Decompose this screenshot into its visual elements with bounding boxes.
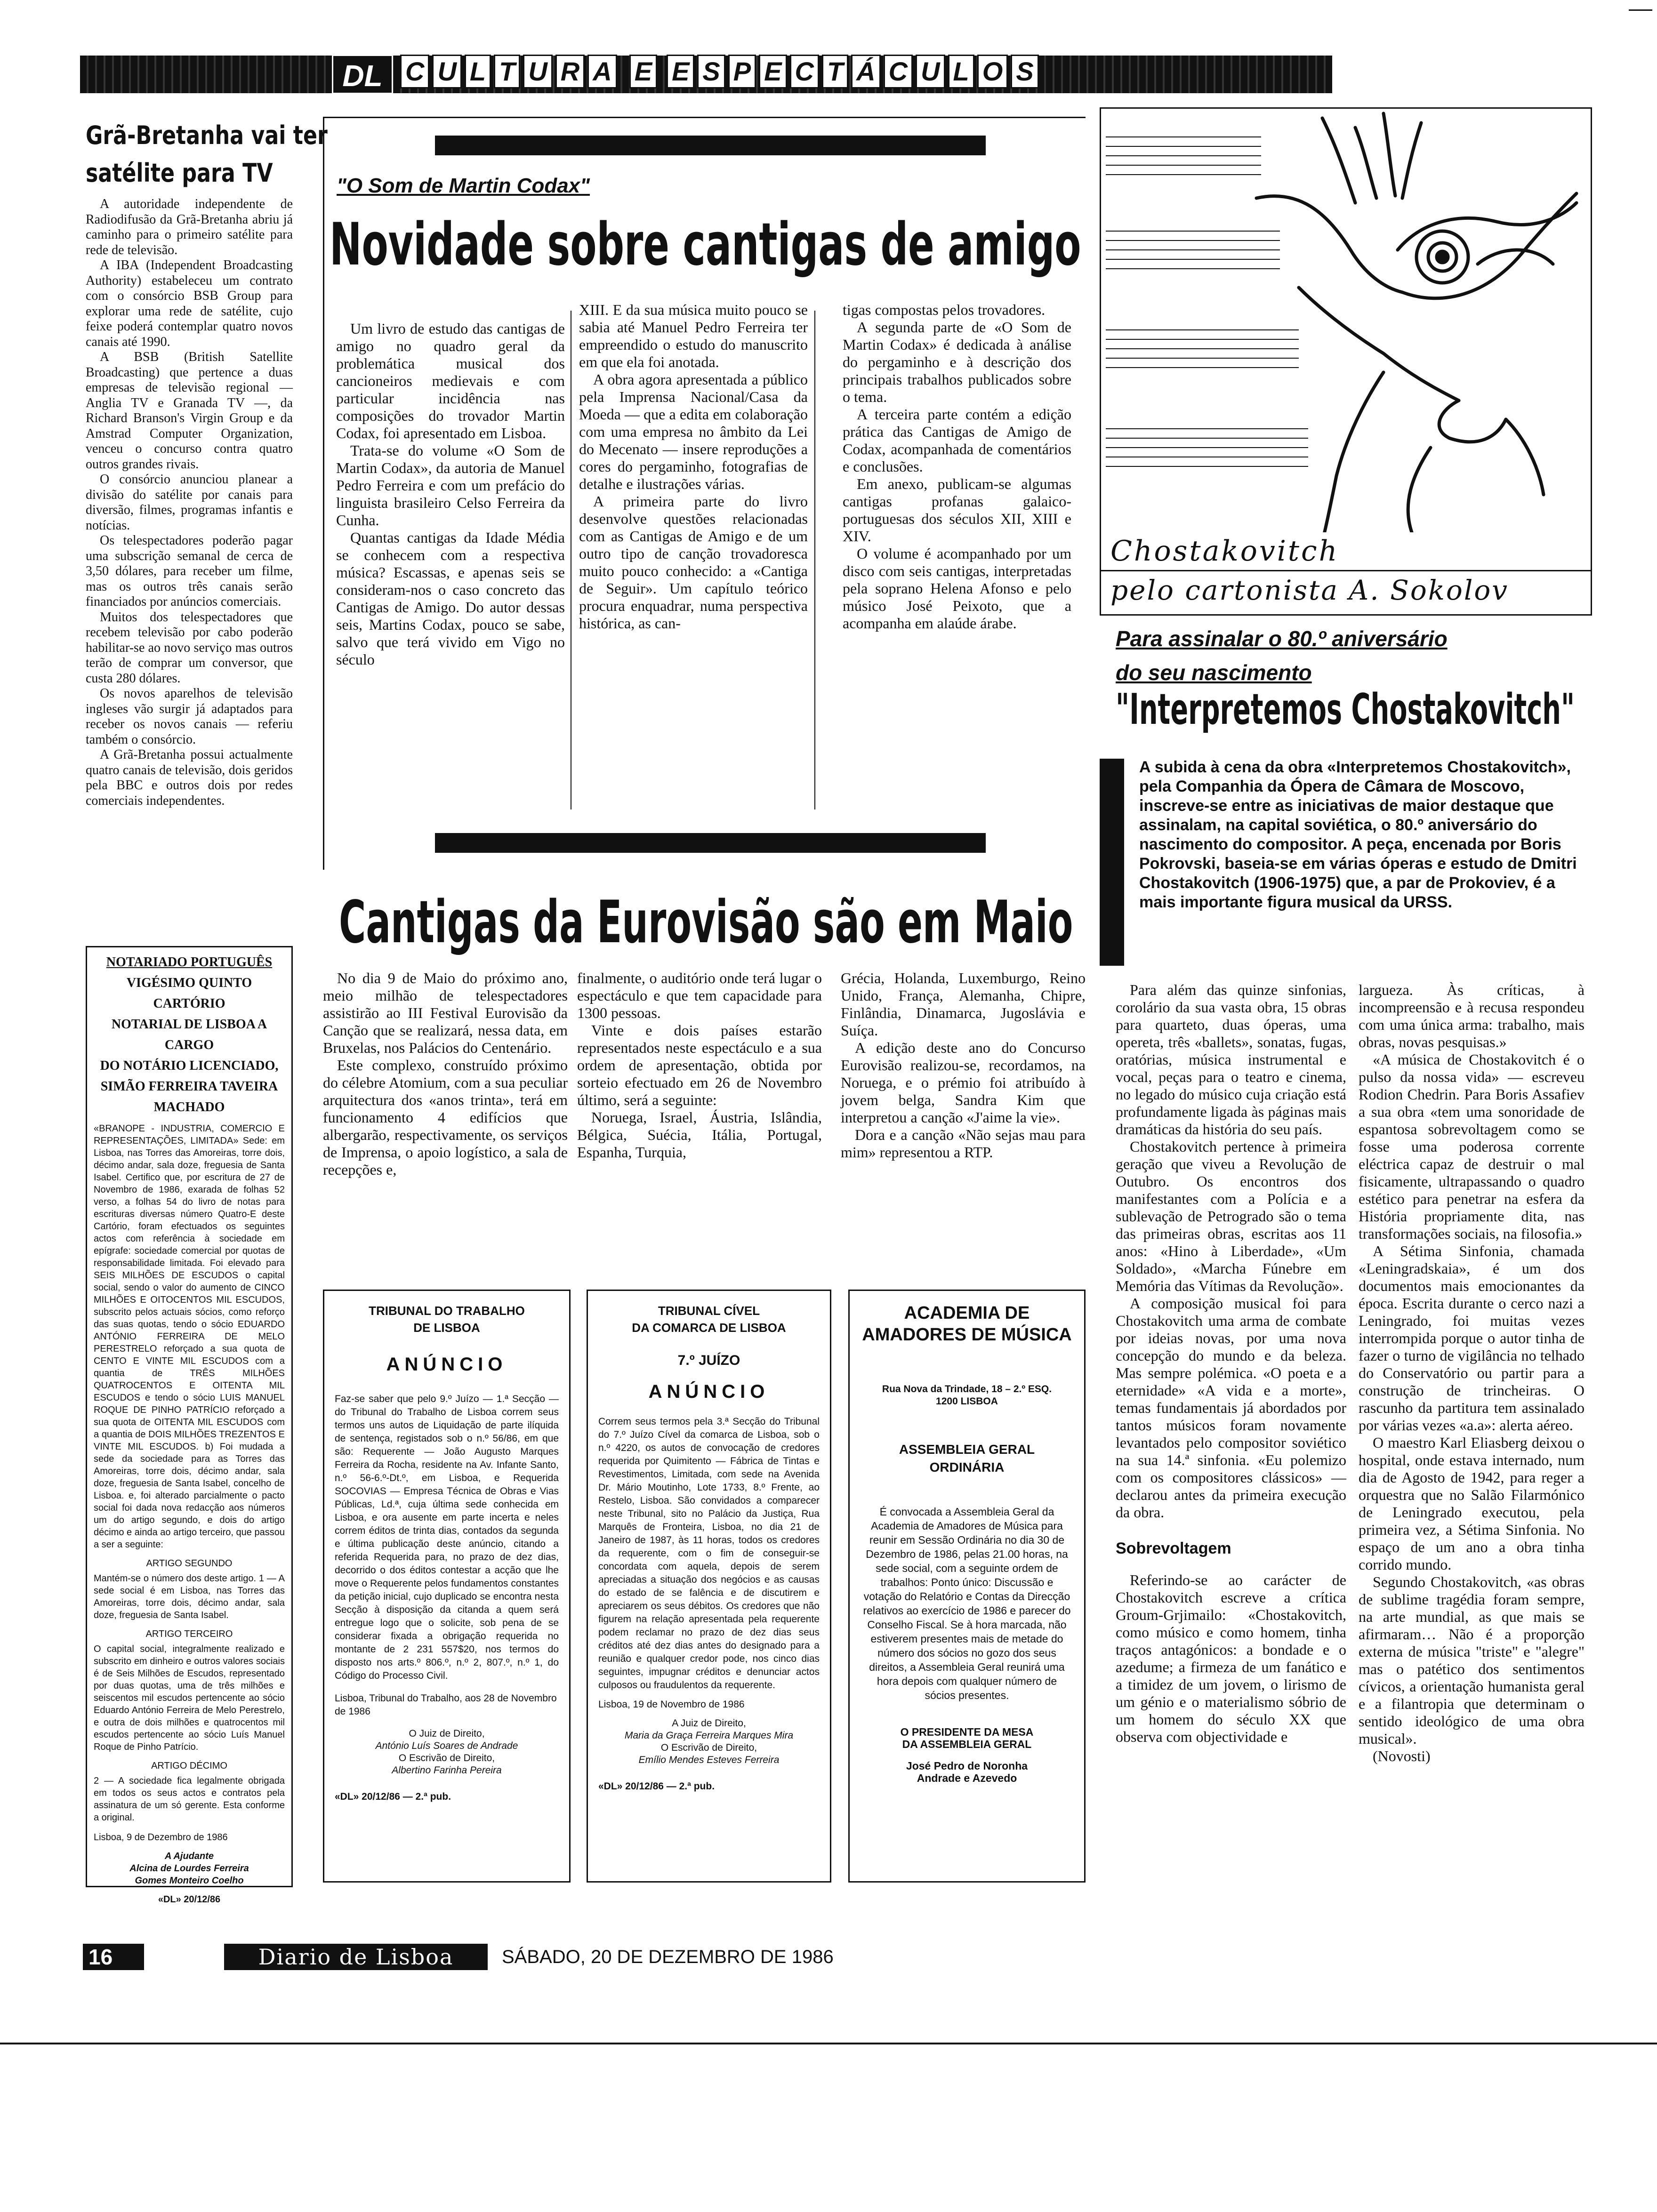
eurovision-paragraph: Vinte e dois países estarão representados neste espectáculo e a sua ordem de apresentação, obtida por sorteio efectuado em 26 de Novembro último, será a seguinte: <box>577 1022 822 1108</box>
codax-paragraph: A primeira parte do livro desenvolve questões relacionadas com as Cantigas de Amigo e de um outro tipo de canção trovadoresca muito pouco conhecido: a «Cantiga de Seguir». Um capítulo teórico procura enquadrar, numa perspectiva histórica, as can- <box>579 493 808 632</box>
section-title-letter: E <box>759 55 787 88</box>
codax-paragraph: A obra agora apresentada a público pela Imprensa Nacional/Casa da Moeda — que a edita em colaboração com uma empresa no âmbito da Lei do Mecenato — insere reproduções a cores do pergaminho, fotografias de detalhe e ilustrações várias. <box>579 371 808 492</box>
codax-bottom-bar <box>435 833 986 853</box>
notary-place-date: Lisboa, 9 de Dezembro de 1986 <box>94 1832 228 1843</box>
ad-ac-sign-1: O PRESIDENTE DA MESA <box>900 1726 1034 1738</box>
left-headline-2: satélite para TV <box>86 158 273 188</box>
footer-date: SÁBADO, 20 DE DEZEMBRO DE 1986 <box>502 1947 834 1967</box>
codax-col-rule-2 <box>814 311 815 809</box>
ad-tt-title-2: DE LISBOA <box>413 1321 480 1335</box>
ad-tt-sign-2: António Luís Soares de Andrade <box>375 1740 518 1751</box>
ad-tc-sign-3: O Escrivão de Direito, <box>660 1742 757 1753</box>
ad-tt-sign-1: O Juiz de Direito, <box>409 1728 485 1739</box>
eurovision-paragraph: Este complexo, construído próximo do célebre Atomium, com a sua peculiar arquitectura dos «anos trinta», terá em funcionamento 4 edifícios que albergarão, respectivamente, os serviços de Imprensa, o apoio logístico, a sala de recepções e, <box>323 1057 568 1178</box>
ad-tt-sign-3: O Escrivão de Direito, <box>398 1753 495 1763</box>
left-article-paragraph: A IBA (Independent Broadcasting Authority) estabeleceu um contrato com o consórcio BSB Group para explorar uma rede de satélite, cujo feixe poderá contemplar quatro novos canais até 1990. <box>86 258 293 349</box>
shos-paragraph: Segundo Chostakovitch, «as obras de sublime tragédia foram sempre, na arte mundial, as que mais se afirmaram… Não é a proporção externa de música "triste" e "alegre" mas o patético dos sentimentos cívicos, a orientação humanista geral e a filantropia que determinam o sentido ideológico de uma obra musical». <box>1359 1573 1585 1747</box>
cartoon-caption-box <box>1101 532 1591 614</box>
cartoon-caption-1: Chostakovitch <box>1110 535 1339 568</box>
ad-tc-sign-2: Maria da Graça Ferreira Marques Mira <box>624 1730 794 1741</box>
ad-ac-heading-2: ORDINÁRIA <box>929 1460 1005 1475</box>
section-title-letter: C <box>790 55 819 88</box>
eurovision-col-2 <box>577 970 822 1161</box>
cartoon-frame <box>1100 107 1592 616</box>
masthead <box>80 53 1332 96</box>
ad-ac-body: É convocada a Assembleia Geral da Academia de Amadores de Música para reunir em Sessão Ordinária no dia 30 de Dezembro de 1986, pelas 21.00 horas, na sede social, com a seguinte ordem de trabalhos: Ponto único: Discussão e votação do Relatório e Contas da Direcção relativos ao exercício de 1986 e parecer do Conselho Fiscal. Se à hora marcada, não estiverem presentes mais de metade do número dos sócios no gozo dos seus direitos, a Assembleia Geral reunirá uma hora depois com qualquer número de sócios presentes. <box>863 1506 1071 1701</box>
eurovision-paragraph: A edição deste ano do Concurso Eurovisão realizou-se, recordamos, na Noruega, e o prémio foi atribuído à jovem belga, Sandra Kim que interpretou a canção «J'aime la vie». <box>841 1039 1086 1126</box>
section-title-letter: L <box>948 55 974 88</box>
shostakovich-caricature <box>1101 109 1591 546</box>
codax-paragraph: Trata-se do volume «O Som de Martin Codax», da autoria de Manuel Pedro Ferreira e com um prefácio do linguista brasileiro Celso Ferreira da Cunha. <box>336 442 565 529</box>
footer <box>83 1944 1142 1972</box>
eurovision-paragraph: Noruega, Israel, Áustria, Islândia, Bélgica, Suécia, Itália, Portugal, Espanha, Turquia, <box>577 1109 822 1161</box>
notary-body-3: O capital social, integralmente realizado e subscrito em dinheiro e outros valores sociais é de Seis Milhões de Escudos, representado por duas quotas, uma de três milhões e seiscentos mil escudos pertencente ao sócio Eduardo António Ferreira de Melo Perestrelo, e outra de dois milhões e quatrocentos mil escudos pertencente ao sócio Luís Manuel Roque de Pinho Patrício. <box>94 1644 285 1752</box>
ad-tc-sign-4: Emílio Mendes Esteves Ferreira <box>638 1755 780 1765</box>
footer-page-number: 16 <box>83 1944 144 1970</box>
left-article-paragraph: Os novos aparelhos de televisão ingleses vão surgir já adaptados para receber os novos canais — referiu também o consórcio. <box>86 686 293 747</box>
shos-kicker-2: do seu nascimento <box>1116 660 1312 685</box>
ad-ac-heading-1: ASSEMBLEIA GERAL <box>899 1442 1035 1457</box>
section-title-letter: C <box>400 55 429 88</box>
masthead-logo: DL <box>332 55 393 94</box>
shos-col-2 <box>1359 981 1585 1765</box>
notary-header-line: SIMÃO FERREIRA TAVEIRA <box>100 1079 278 1094</box>
section-title-letter: U <box>916 55 945 88</box>
section-title-conj: E <box>629 55 657 88</box>
section-title-letter: S <box>697 55 725 88</box>
codax-col-1 <box>336 320 565 668</box>
eurovision-paragraph: Grécia, Holanda, Luxemburgo, Reino Unido, França, Alemanha, Chipre, Finlândia, Dinamarca, Jugoslávia e Suíça. <box>841 970 1086 1039</box>
left-article-paragraph: O consórcio anunciou planear a divisão do satélite por canais para diversão, filmes, programas infantis e notícias. <box>86 472 293 533</box>
section-title-letter: U <box>523 55 552 88</box>
shos-paragraph: Chostakovitch pertence à primeira geração que viveu a Revolução de Outubro. Os encontros dos manifestantes com a Polícia e a sublevação de Petrogrado são o tema das primeiras obras, escritas aos 11 anos: «Hino à Liberdade», «Um Soldado», «Marcha Fúnebre em Memória das Vítimas da Revolução». <box>1116 1138 1346 1294</box>
shos-headline: "Interpretemos Chostakovitch" <box>1116 685 1575 734</box>
section-title-letter: S <box>1011 55 1038 88</box>
notary-header-line: VIGÉSIMO QUINTO CARTÓRIO <box>126 976 252 1011</box>
section-title-letter: E <box>667 55 694 88</box>
notary-header-line: DO NOTÁRIO LICENCIADO, <box>100 1058 279 1073</box>
section-title-word-2 <box>667 56 1042 86</box>
codax-paragraph: XIII. E da sua música muito pouco se sabia até Manuel Pedro Ferreira ter empreendido o estudo do manuscrito em que ela foi anotada. <box>579 301 808 370</box>
section-title-letter: P <box>728 55 756 88</box>
ad-academia <box>848 1290 1086 1883</box>
ad-tc-body: Correm seus termos pela 3.ª Secção do Tribunal do 7.º Juízo Cível da comarca de Lisboa, sob o n.º 4220, os autos de convocação de credores requerida por Quimitento — Fábrica de Tintas e Revestimentos, Limitada, com sede na Avenida Dr. Mário Moutinho, Lote 1733, 8.º Frente, ao Restelo, Lisboa. São convidados a comparecer neste Tribunal, sito no Palácio da Justiça, Rua Marquês de Fronteira, Lisboa, no dia 21 de Janeiro de 1987, às 11 horas, todos os credores da requerente, com o fim de conseguir-se concordata com aquela, depois de serem apreciadas a situação dos negócios e as causas do estado de se falência e de discutirem e apreciarem os seus débitos. Os credores que não figurem na relação apresentada pela requerente podem reclamar no prazo de dez dias seus créditos até dez dias antes do designado para a reunião e qualquer credor pode, nos cinco dias seguintes, impugnar créditos e denunciar actos culposos ou fraudulentos da requerente. <box>598 1416 820 1691</box>
cartoon-caption-2: pelo cartonista A. Sokolov <box>1101 570 1591 609</box>
ad-tc-sign-1: A Juiz de Direito, <box>672 1718 746 1729</box>
left-article-paragraph: A BSB (British Satellite Broadcasting) que pertence a duas empresas de televisão regional — Anglia TV e Granada TV —, da Richard Branson's Virgin Group e da Amstrad Computer Organization, venceu o concurso contra quatro outros grandes rivais. <box>86 350 293 472</box>
ad-tribunal-trabalho <box>323 1290 571 1883</box>
ad-tribunal-civel <box>587 1290 831 1883</box>
shos-paragraph: O maestro Karl Eliasberg deixou o hospital, onde estava internado, num dia de Agosto de 1942, para reger a orquestra que no Salão Filarmónico de Leningrado executou, pela primeira vez, a Sétima Sinfonia. No espaço de um ano a obra tinha corrido mundo. <box>1359 1434 1585 1573</box>
top-right-rule <box>1629 9 1652 28</box>
notary-sign-1: A Ajudante <box>164 1851 214 1861</box>
ad-ac-sign-3: José Pedro de Noronha <box>906 1760 1028 1772</box>
codax-paragraph: Um livro de estudo das cantigas de amigo no quadro geral da problemática musical dos cancioneiros medievais e com particular incidência nas composições do trovador Martin Codax, foi apresentado em Lisboa. <box>336 320 565 441</box>
section-title-letter: R <box>555 55 585 88</box>
section-title-letter: T <box>822 55 848 88</box>
shos-kicker-1: Para assinalar o 80.º aniversário <box>1116 626 1448 651</box>
notary-header-line: NOTARIADO PORTUGUÊS <box>106 955 273 970</box>
ad-ac-sign-2: DA ASSEMBLEIA GERAL <box>902 1738 1032 1750</box>
notary-heading-2: ARTIGO SEGUNDO <box>146 1558 233 1569</box>
eurovision-paragraph: finalmente, o auditório onde terá lugar o espectáculo e que tem capacidade para 1300 pessoas. <box>577 970 822 1021</box>
ad-tt-body: Faz-se saber que pelo 9.º Juízo — 1.ª Secção — do Tribunal do Trabalho de Lisboa correm seus termos uns autos de Liquidação de parte ilíquida de sentença, registados sob o n.º 56/86, em que são: Requerente — João Augusto Marques Ferreira da Rocha, residente na Av. Infante Santo, n.º 56-6.º-Dt.º, em Lisboa, e Requerida SOCOVIAS — Empresa Técnica de Obras e Vias Públicas, Ld.ª, cuja última sede conhecida em Lisboa, e ora ausente em parte incerta e neles correm éditos de trinta dias, contados da segunda e última publicação deste anúncio, citando a referida Requerida para, no prazo de dez dias, decorrido o dos éditos contestar a acção que lhe move o Requerente pelos fundamentos constantes da petição inicial, cujo duplicado se encontra nesta Secção à disposição da citanda a quem será entregue logo que o solicite, sob pena de se considerar fixada a obrigação requerida no montante de 2 231 557$20, nos termos do disposto nos arts.º 806.º, n.º 2, 807.º, n.º 1, do Código do Processo Civil. <box>335 1394 559 1681</box>
ad-tt-title-1: TRIBUNAL DO TRABALHO <box>369 1304 525 1318</box>
shos-lead: A subida à cena da obra «Interpretemos Chostakovitch», pela Companhia da Ópera de Câmara de Moscovo, inscreve-se entre as iniciativas de maior destaque que assinalam, na capital soviética, o 80.º aniversário do nascimento do compositor. A peça, encenada por Boris Pokrovski, baseia-se em várias óperas e estudo de Dmitri Chostakovitch (1906-1975) que, a par de Prokoviev, é a mais importante figura musical da URSS. <box>1139 758 1577 911</box>
codax-paragraph: Em anexo, publicam-se algumas cantigas profanas galaico-portuguesas dos séculos XII, XIII e XIV. <box>843 475 1071 545</box>
shos-paragraph: A Sétima Sinfonia, chamada «Leningradskaia», é um dos documentos mais emocionantes da época. Escrita durante o cerco nazi a Leningrado, foi muitas vezes interrompida porque o autor tinha de fazer o turno de vigilância no telhado do Conservatório ou partir para a construção de trincheiras. O rascunho da partitura tem assinalado por várias vezes «a.a»: alerta aéreo. <box>1359 1242 1585 1434</box>
footer-paper-name: Diario de Lisboa <box>224 1944 488 1970</box>
ad-tc-place-date: Lisboa, 19 de Novembro de 1986 <box>598 1699 745 1710</box>
notary-header-line: MACHADO <box>153 1100 225 1114</box>
notary-box <box>86 946 293 1905</box>
shos-subhead: Sobrevoltagem <box>1116 1539 1231 1557</box>
eurovision-headline: Cantigas da Eurovisão são em Maio <box>339 889 1073 956</box>
section-title-letter: U <box>432 55 461 88</box>
ad-ac-title-2: AMADORES DE MÚSICA <box>862 1325 1072 1345</box>
shos-paragraph: «A música de Chostakovitch é o pulso da nossa vida» — escreveu Rodion Chedrin. Para Boris Assafiev a sua obra «tem uma sonoridade de espantosa sobrevoltagem como se fosse uma poderosa corrente eléctrica capaz de destruir o mal fisicamente, ultrapassando o quadro estético para penetrar na esfera da História propriamente dita, nas transformações sociais, na filosofia.» <box>1359 1051 1585 1242</box>
ad-tc-anuncio: ANÚNCIO <box>648 1381 770 1402</box>
ad-tt-anuncio: ANÚNCIO <box>386 1354 507 1375</box>
footer-rule <box>0 2043 1657 2044</box>
ad-tt-place-date: Lisboa, Tribunal do Trabalho, aos 28 de Novembro de 1986 <box>335 1693 557 1717</box>
section-title <box>400 55 1042 88</box>
eurovision-col-1 <box>323 970 568 1178</box>
notary-header-line: NOTARIAL DE LISBOA A CARGO <box>111 1017 267 1052</box>
left-article <box>86 117 328 809</box>
ad-tc-title-1: TRIBUNAL CÍVEL <box>658 1304 760 1318</box>
codax-kicker: "O Som de Martin Codax" <box>337 174 590 197</box>
notary-ref: «DL» 20/12/86 <box>158 1894 221 1905</box>
shos-paragraph: largueza. Às críticas, à incompreensão e à recusa respondeu com uma única arma: trabalho, mais obras, novas pesquisas.» <box>1359 981 1585 1050</box>
notary-body-1: «BRANOPE - INDUSTRIA, COMERCIO E REPRESENTAÇÕES, LIMITADA» Sede: em Lisboa, nas Torres das Amoreiras, torre dois, décimo andar, sala doze, freguesia de Santa Isabel. Certifico que, por escritura de 27 de Novembro de 1986, exarada de folhas 52 verso, a folhas 54 do livro de notas para escrituras diversas número Quatro-E deste Cartório, foram efectuados os seguintes actos com referência à sociedade em epígrafe: sociedade comercial por quotas de responsabilidade limitada. Foi elevado para SEIS MILHÕES DE ESCUDOS o capital social, sendo o valor do aumento de CINCO MILHÕES E OITOCENTOS MIL ESCUDOS, subscrito pelos actuais sócios, como reforço das suas quotas, tendo o sócio EDUARDO ANTÓNIO FERREIRA DE MELO PERESTRELO reforçado a sua quota de CENTO E VINTE MIL ESCUDOS com a quantia de TRÊS MILHÕES QUATROCENTOS E OITENTA MIL ESCUDOS e tendo o sócio LUIS MANUEL ROQUE DE PINHO PATRÍCIO reforçado a sua quota de OITENTA MIL ESCUDOS com a quantia de DOIS MILHÕES TREZENTOS E VINTE MIL ESCUDOS. b) Foi mudada a sede da sociedade para as Torres das Amoreiras, torre dois, décimo andar, sala doze, freguesia de Santa Isabel, concelho de Lisboa. e, foi alterado parcialmente o pacto social foi dada nova redacção aos números um do artigo segundo, e dois do artigo décimo e ainda ao artigo terceiro, que passou a ser a seguinte: <box>94 1123 285 1550</box>
shos-paragraph: Referindo-se ao carácter de Chostakovitch escreve a crítica Groum-Grjimailo: «Chostakovitch, como músico e como homem, tinha traços antagónicos: a bondade e o azedume; a firmeza de um fanático e a timidez de um jovem, o lirismo de um génio e o materialismo sóbrio de um homem do século XX que observa com objectividade e <box>1116 1571 1346 1745</box>
section-title-word-1 <box>400 56 620 86</box>
codax-headline: Novidade sobre cantigas de amigo <box>330 211 1081 279</box>
notary-sign-2: Alcina de Lourdes Ferreira <box>129 1863 249 1874</box>
ad-tc-ref: «DL» 20/12/86 — 2.ª pub. <box>598 1781 715 1792</box>
section-title-letter: Á <box>851 55 880 88</box>
ad-tc-title-2: DA COMARCA DE LISBOA <box>632 1321 786 1335</box>
ad-ac-address-1: Rua Nova da Trindade, 18 – 2.º ESQ. <box>882 1384 1052 1395</box>
notary-heading-3: ARTIGO TERCEIRO <box>145 1629 233 1639</box>
left-headline-1: Grã-Bretanha vai ter <box>86 120 328 150</box>
section-title-letter: L <box>465 55 491 88</box>
shos-paragraph: (Novosti) <box>1373 1747 1431 1764</box>
codax-top-bar <box>435 136 986 155</box>
section-title-letter: A <box>587 55 617 88</box>
shos-paragraph: A composição musical foi para Chostakovitch uma arma de combate por ideias novas, por uma nova concepção do mundo e da beleza. Mas sempre polémica. «O poeta e a eternidade» «A vida e a morte», temas fundamentais já abordados por tantos músicos foram novamente levantados pelo compositor soviético na sua 14.ª sinfonia. «Eu polemizo com os compositores clássicos» — declarou antes da primeira execução da obra. <box>1116 1295 1346 1521</box>
shos-col-1 <box>1116 981 1346 1746</box>
ad-tt-sign-4: Albertino Farinha Pereira <box>392 1765 502 1776</box>
notary-body-4: 2 — A sociedade fica legalmente obrigada em todos os seus actos e contratos pela assinatura de um só gerente. Esta conforme a original. <box>94 1776 285 1823</box>
notary-header <box>94 952 285 1118</box>
codax-paragraph: O volume é acompanhado por um disco com seis cantigas, interpretadas pela soprano Helena Afonso e pelo músico José Peixoto, que a acompanha em alaúde árabe. <box>843 545 1071 632</box>
notary-sign-3: Gomes Monteiro Coelho <box>135 1875 244 1886</box>
ad-ac-title-1: ACADEMIA DE <box>904 1303 1030 1323</box>
ad-ac-address-2: 1200 LISBOA <box>936 1396 998 1407</box>
notary-heading-4: ARTIGO DÉCIMO <box>151 1761 227 1771</box>
codax-col-3 <box>843 301 1071 632</box>
left-article-paragraph: Muitos dos telespectadores que recebem televisão por cabo poderão habilitar-se ao novo serviço mas outros terão de comprar um conversor, que custa 280 dólares. <box>86 609 293 686</box>
section-title-letter: T <box>494 55 520 88</box>
eurovision-paragraph: No dia 9 de Maio do próximo ano, meio milhão de telespectadores assistirão ao III Festival Eurovisão da Canção que se realizará, nessa data, em Bruxelas, nos Palácios do Centenário. <box>323 970 568 1056</box>
left-article-paragraph: Os telespectadores poderão pagar uma subscrição semanal de cerca de 3,50 dólares, para receber um filme, mas os outros três canais serão financiados por anúncios comerciais. <box>86 533 293 609</box>
left-article-paragraph: A autoridade independente de Radiodifusão da Grã-Bretanha abriu já caminho para o primeiro satélite para rede de televisão. <box>86 197 293 257</box>
ad-ac-sign-4: Andrade e Azevedo <box>917 1772 1017 1784</box>
eurovision-col-3 <box>841 970 1086 1161</box>
section-title-letter: C <box>884 55 913 88</box>
codax-paragraph: tigas compostas pelos trovadores. <box>843 301 1046 318</box>
left-article-body <box>86 197 293 809</box>
shos-lead-bar <box>1100 759 1124 966</box>
section-title-letter: O <box>977 55 1008 88</box>
codax-col-2 <box>579 301 808 632</box>
notary-body-2: Mantém-se o número dos deste artigo. 1 — A sede social é em Lisboa, nas Torres das Amoreiras, torre dois, décimo andar, sala doze, freguesia de Santa Isabel. <box>94 1573 285 1620</box>
codax-paragraph: A terceira parte contém a edição prática das Cantigas de Amigo de Codax, acompanhada de comentários e conclusões. <box>843 406 1071 475</box>
shos-paragraph: Para além das quinze sinfonias, corolário da sua vasta obra, 15 obras para quarteto, duas óperas, uma opereta, três «ballets», sonatas, fugas, oratórias, música instrumental e vocal, peças para o teatro e cinema, no legado do músico cuja criação está profundamente ligada às páginas mais dramáticas da história do seu país. <box>1116 981 1346 1138</box>
ad-tc-juizo: 7.º JUÍZO <box>677 1353 740 1368</box>
codax-paragraph: A segunda parte de «O Som de Martin Codax» é dedicada à análise do pergaminho e à descrição dos principais trabalhos publicados sobre o tema. <box>843 319 1071 405</box>
left-article-paragraph: A Grã-Bretanha possui actualmente quatro canais de televisão, dois geridos pela BBC e outros dois por redes comerciais independentes. <box>86 747 293 808</box>
eurovision-paragraph: Dora e a canção «Não sejas mau para mim» representou a RTP. <box>841 1126 1086 1161</box>
ad-tt-ref: «DL» 20/12/86 — 2.ª pub. <box>335 1791 451 1802</box>
codax-paragraph: Quantas cantigas da Idade Média se conhecem com a respectiva música? Escassas, e apenas seis se consideram-nos o caso concreto das Cantigas de Amigo. Do autor dessas seis, Martins Codax, pouco se sabe, salvo que terá vivido em Vigo no século <box>336 529 565 668</box>
